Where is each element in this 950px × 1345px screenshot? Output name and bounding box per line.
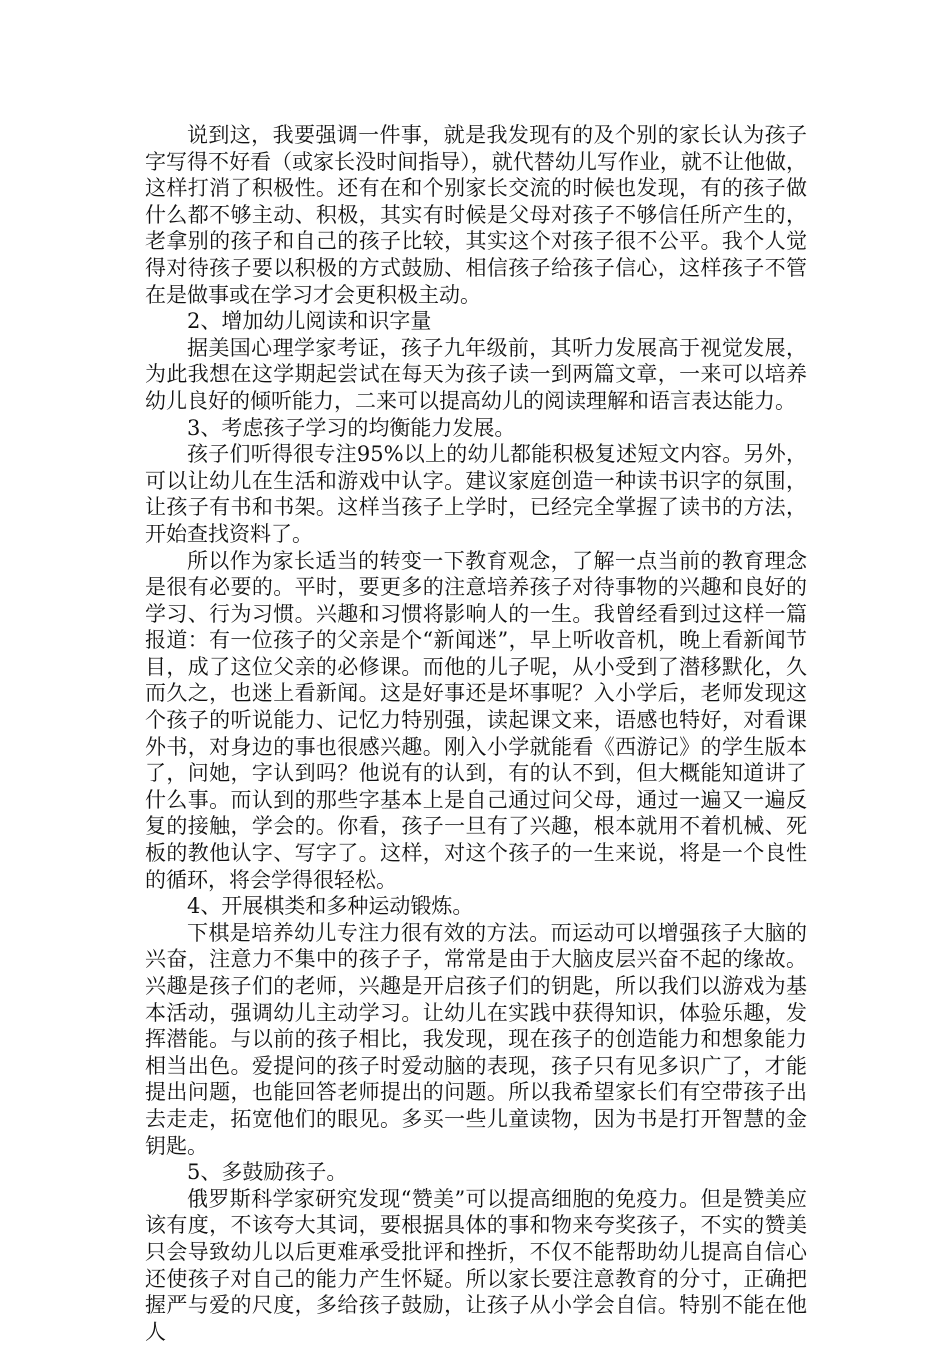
document-page [145,122,807,1345]
paragraph-chess-sports: 下棋是培养幼儿专注力很有效的方法。而运动可以增强孩子大脑的兴奋，注意力不集中的孩子子，常常是由于大脑皮层兴奋不起的缘故。兴趣是孩子们的老师，兴趣是开启孩子们的钥匙，所以我们以游戏为基本活动，强调幼儿主动学习。让幼儿在实践中获得知识，体验乐趣，发挥潜能。与以前的孩子相比，我发现，现在孩子的创造能力和想象能力相当出色。爱提问的孩子时爱动脑的表现，孩子只有见多识广了，才能提出问题，也能回答老师提出的问题。所以我希望家长们有空带孩子出去走走，拓宽他们的眼见。多买一些儿童读物，因为书是打开智慧的金钥匙。 [145,920,807,1158]
paragraph-reading-literacy: 据美国心理学家考证，孩子九年级前，其听力发展高于视觉发展，为此我想在这学期起尝试在每天为孩子读一到两篇文章，一来可以培养幼儿良好的倾听能力，二来可以提高幼儿的阅读理解和语言表达能力。 [145,335,807,413]
paragraph-encourage-child: 俄罗斯科学家研究发现“赞美”可以提高细胞的免疫力。但是赞美应该有度，不该夸大其词，要根据具体的事和物来夸奖孩子，不实的赞美只会导致幼儿以后更难承受批评和挫折，不仅不能帮助幼儿提高自信心还使孩子对自己的能力产生怀疑。所以家长要注意教育的分寸，正确把握严与爱的尺度，多给孩子鼓励，让孩子从小学会自信。特别不能在他人 [145,1186,807,1344]
heading-chess-sports: 4、开展棋类和多种运动锻炼。 [187,894,474,919]
heading-balanced-development: 3、考虑孩子学习的均衡能力发展。 [187,415,516,440]
heading-encourage-child: 5、多鼓励孩子。 [187,1160,348,1185]
paragraph-praise-intro: 说到这，我要强调一件事，就是我发现有的及个别的家长认为孩子字写得不好看（或家长没时间指导），就代替幼儿写作业，就不让他做，这样打消了积极性。还有在和个别家长交流的时候也发现，有的孩子做什么都不够主动、积极，其实有时候是父母对孩子不够信任所产生的，老拿别的孩子和自己的孩子比较，其实这个对孩子很不公平。我个人觉得对待孩子要以积极的方式鼓励、相信孩子给孩子信心，这样孩子不管在是做事或在学习才会更积极主动。 [145,123,807,307]
paragraph-balanced-development: 孩子们听得很专注95%以上的幼儿都能积极复述短文内容。另外，可以让幼儿在生活和游戏中认字。建议家庭创造一种读书识字的氛围，让孩子有书和书架。这样当孩子上学时，已经完全掌握了读书的方法，开始查找资料了。 [145,442,807,546]
paragraph-education-concept: 所以作为家长适当的转变一下教育观念，了解一点当前的教育理念是很有必要的。平时，要更多的注意培养孩子对待事物的兴趣和良好的学习、行为习惯。兴趣和习惯将影响人的一生。我曾经看到过这样一篇报道：有一位孩子的父亲是个“新闻迷”，早上听收音机，晚上看新闻节目，成了这位父亲的必修课。而他的儿子呢，从小受到了潜移默化，久而久之，也迷上看新闻。这是好事还是坏事呢？入小学后，老师发现这个孩子的听说能力、记忆力特别强，读起课文来，语感也特好，对看课外书，对身边的事也很感兴趣。刚入小学就能看《西游记》的学生版本了，问她，字认到吗？他说有的认到，有的认不到，但大概能知道讲了什么事。而认到的那些字基本上是自己通过问父母，通过一遍又一遍反复的接触，学会的。你看，孩子一旦有了兴趣，根本就用不着机械、死板的教他认字、写字了。这样，对这个孩子的一生来说，将是一个良性的循环，将会学得很轻松。 [145,548,807,892]
heading-reading-literacy: 2、增加幼儿阅读和识字量 [187,309,432,334]
